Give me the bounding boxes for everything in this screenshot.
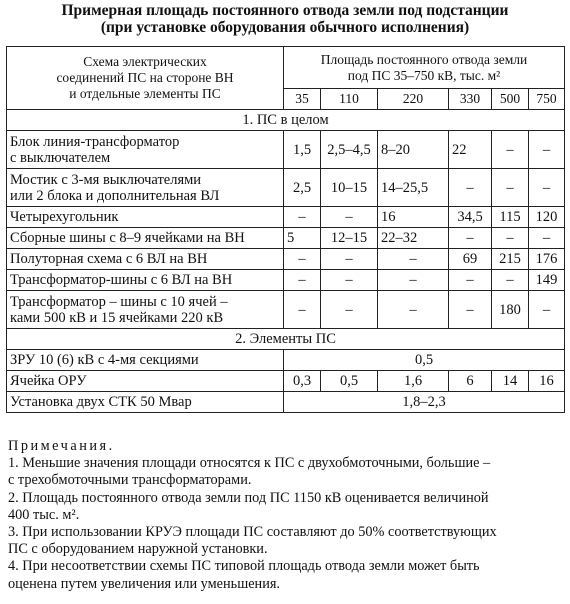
table-row [7, 249, 565, 270]
cell: – [449, 228, 492, 249]
section-row [7, 329, 565, 350]
row-label: Ячейка ОРУ [7, 371, 284, 392]
row-label-line-2: ками 500 кВ и 15 ячейками 220 кВ [10, 309, 224, 326]
section-heading: 2. Элементы ПС [7, 329, 565, 350]
cell: 1,5 [284, 131, 321, 169]
cell: 180 [492, 291, 529, 329]
row-label-line-2: или 2 блока и дополнительная ВЛ [10, 187, 220, 204]
cell: – [321, 249, 378, 270]
cell: 10–15 [321, 169, 378, 207]
row-label-line-2: с выключателем [10, 149, 111, 166]
voltage-750: 750 [529, 89, 565, 110]
cell: 12–15 [321, 228, 378, 249]
cell: 176 [529, 249, 565, 270]
table-row [7, 350, 565, 371]
area-header-line-1: Площадь постоянного отвода земли [320, 51, 528, 67]
row-label-line-1: Блок линия-трансформатор [10, 133, 180, 150]
scheme-header [7, 47, 284, 110]
cell: – [449, 291, 492, 329]
row-label [7, 131, 284, 169]
cell: 0,3 [284, 371, 321, 392]
table-row [7, 291, 565, 329]
scheme-header-line-1: Схема электрических [83, 54, 207, 69]
row-label: Установка двух СТК 50 Мвар [7, 392, 284, 413]
section-row [7, 110, 565, 131]
note-4-line-1: 4. При несоответствии схемы ПС типовой площадь отвода земли может быть [8, 558, 480, 575]
cell: 8–20 [378, 131, 449, 169]
table-row [7, 270, 565, 291]
notes [8, 438, 562, 593]
note-4-line-2: оценена путем увеличения или уменьшения. [8, 575, 281, 592]
cell: – [284, 291, 321, 329]
cell: 149 [529, 270, 565, 291]
voltage-500: 500 [492, 89, 529, 110]
table-row [7, 207, 565, 228]
row-label [7, 291, 284, 329]
cell: 69 [449, 249, 492, 270]
cell: – [284, 270, 321, 291]
row-label [7, 169, 284, 207]
note-1-line-1: 1. Меньшие значения площади относятся к ПС с двухобмоточными, большие – [8, 455, 491, 472]
land-area-table [6, 46, 565, 413]
cell: – [529, 291, 565, 329]
cell: – [378, 270, 449, 291]
cell: – [378, 291, 449, 329]
note-3-line-2: ПС с оборудованием наружной установки. [8, 541, 268, 558]
cell: 22–32 [378, 228, 449, 249]
cell: 16 [529, 371, 565, 392]
title-line-1: Примерная площадь постоянного отвода земли под подстанции [61, 2, 509, 19]
voltage-220: 220 [378, 89, 449, 110]
cell: – [284, 207, 321, 228]
table-row [7, 371, 565, 392]
area-header [284, 47, 565, 89]
cell: 0,5 [321, 371, 378, 392]
note-2-line-1: 2. Площадь постоянного отвода земли под ПС 1150 кВ оценивается величиной [8, 489, 489, 506]
voltage-110: 110 [321, 89, 378, 110]
table-row [7, 392, 565, 413]
cell: 0,5 [284, 350, 565, 371]
cell: 2,5 [284, 169, 321, 207]
table-row [7, 131, 565, 169]
cell: 34,5 [449, 207, 492, 228]
cell: – [492, 169, 529, 207]
scheme-header-line-3: и отдельные элементы ПС [69, 86, 221, 101]
title-line-2: (при установке оборудования обычного исполнения) [100, 19, 470, 36]
cell: – [529, 228, 565, 249]
cell: – [529, 131, 565, 169]
cell: – [529, 169, 565, 207]
cell: – [284, 249, 321, 270]
note-2-line-2: 400 тыс. м². [8, 506, 80, 523]
cell: 6 [449, 371, 492, 392]
cell: – [321, 207, 378, 228]
header-row-1 [7, 47, 565, 89]
table-row [7, 169, 565, 207]
cell: 120 [529, 207, 565, 228]
cell: – [378, 249, 449, 270]
cell: 16 [378, 207, 449, 228]
row-label: ЗРУ 10 (6) кВ с 4-мя секциями [7, 350, 284, 371]
cell: 1,8–2,3 [284, 392, 565, 413]
cell: – [321, 270, 378, 291]
cell: 14 [492, 371, 529, 392]
cell: 14–25,5 [378, 169, 449, 207]
section-heading: 1. ПС в целом [7, 110, 565, 131]
cell: – [492, 131, 529, 169]
area-header-line-2: под ПС 35–750 кВ, тыс. м² [347, 67, 501, 83]
voltage-330: 330 [449, 89, 492, 110]
cell: 115 [492, 207, 529, 228]
notes-heading: Примечания. [8, 438, 115, 454]
table-title [0, 2, 570, 36]
cell: – [492, 228, 529, 249]
note-3-line-1: 3. При использовании КРУЭ площади ПС составляют до 50% соответствующих [8, 524, 497, 541]
cell: – [449, 270, 492, 291]
row-label: Трансформатор-шины с 6 ВЛ на ВН [7, 270, 284, 291]
row-label: Четырехугольник [7, 207, 284, 228]
scheme-header-line-2: соединений ПС на стороне ВН [56, 70, 234, 85]
cell: 1,6 [378, 371, 449, 392]
table-row [7, 228, 565, 249]
cell: 2,5–4,5 [321, 131, 378, 169]
cell: 22 [449, 131, 492, 169]
note-1-line-2: с трехобмоточными трансформаторами. [8, 472, 252, 489]
cell: – [492, 270, 529, 291]
row-label-line-1: Трансформатор – шины с 10 ячей – [10, 293, 228, 310]
cell: – [449, 169, 492, 207]
cell: 215 [492, 249, 529, 270]
row-label: Полуторная схема с 6 ВЛ на ВН [7, 249, 284, 270]
cell: 5 [284, 228, 321, 249]
row-label-line-1: Мостик с 3-мя выключателями [10, 171, 202, 188]
row-label: Сборные шины с 8–9 ячейками на ВН [7, 228, 284, 249]
cell: – [321, 291, 378, 329]
voltage-35: 35 [284, 89, 321, 110]
